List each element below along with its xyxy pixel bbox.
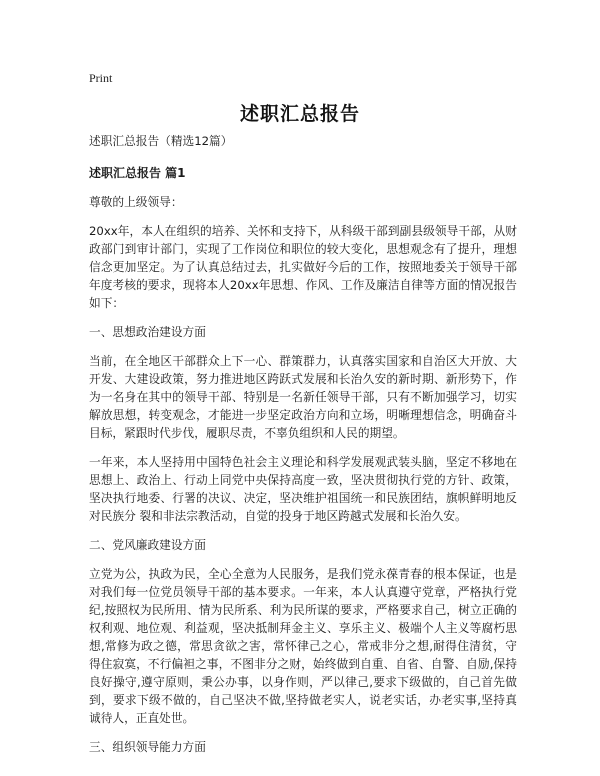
section-heading: 述职汇总报告 篇1 [89, 166, 186, 180]
document-title: 述职汇总报告 [239, 103, 360, 125]
intro-paragraph: 20xx年，本人在组织的培养、关怀和支持下，从科级干部到副县级领导干部，从财政部门到审计部门，实现了工作岗位和职位的较大变化，思想观念有了提升，理想信念更加坚定。为了认真总结过去，扎实做好今后的工作，按照地委关于领导干部年度考核的要求，现将本人20xx年思想、作风、工作及廉洁自律等方面的情况报告如下： [89, 224, 517, 310]
document-body [89, 132, 517, 767]
paragraph-political-1: 当前，在全地区干部群众上下一心、群策群力，认真落实国家和自治区大开放、大开发、大建设政策，努力推进地区跨跃式发展和长治久安的新时期、新形势下，作为一名身在其中的领导干部、特别是一名新任领导干部，只有不断加强学习，切实解放思想，转变观念，才能进一步坚定政治方向和立场，明晰理想信念，明确奋斗目标，紧跟时代步伐，履职尽责，不辜负组织和人民的期望。 [89, 354, 517, 440]
document-subtitle: 述职汇总报告（精选12篇） [89, 134, 233, 148]
paragraph-integrity: 立党为公，执政为民，全心全意为人民服务，是我们党永葆青春的根本保证，也是对我们每一位党员领导干部的基本要求。一年来，本人认真遵守党章，严格执行党纪,按照权为民所用、情为民所系、利为民所谋的要求，严格要求自己，树立正确的权利观、地位观、利益观，坚决抵制拜金主义、享乐主义、极端个人主义等腐朽思想,常修为政之德，常思贪欲之害，常怀律己之心，常戒非分之想,耐得住清贫，守得住寂寞，不行偏袒之事，不图非分之财，始终做到自重、自省、自警、自励,保持良好操守,遵守原则，秉公办事，以身作则，严以律己,要求下级做的，自己首先做到，要求下级不做的，自己坚决不做,坚持做老实人，说老实话，办老实事,坚持真诚待人，正直处世。 [89, 567, 517, 725]
greeting: 尊敬的上级领导： [89, 195, 183, 209]
heading-leadership: 三、组织领导能力方面 [89, 740, 206, 754]
heading-political: 一、思想政治建设方面 [89, 325, 206, 339]
heading-integrity: 二、党风廉政建设方面 [89, 538, 206, 552]
print-link[interactable]: Print [89, 71, 113, 85]
paragraph-political-2: 一年来，本人坚持用中国特色社会主义理论和科学发展观武装头脑，坚定不移地在思想上、政治上、行动上同党中央保持高度一致，坚决贯彻执行党的方针、政策，坚决执行地委、行署的决议、决定，坚决维护祖国统一和民族团结，旗帜鲜明地反对民族分 裂和非法宗教活动，自觉的投身于地区跨越式发展和长治久安。 [89, 455, 517, 523]
